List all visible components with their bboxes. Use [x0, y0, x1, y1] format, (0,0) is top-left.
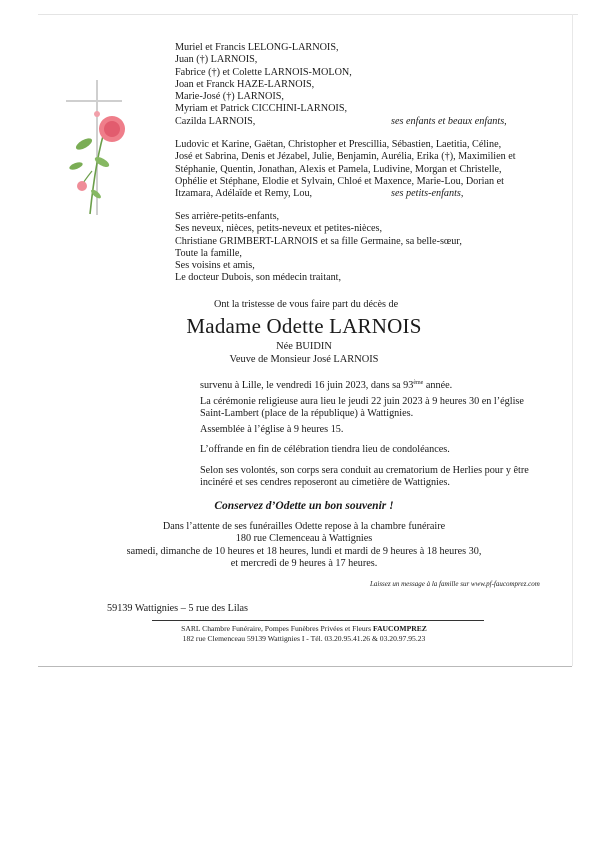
wishes-info	[200, 465, 529, 490]
grandchildren-line: Itzamara, Adélaïde et Remy, Lou,	[175, 188, 313, 200]
flower-bud	[77, 181, 87, 191]
page-border-bottom	[38, 666, 572, 667]
viewing-line: et mercredi de 9 heures à 17 heures.	[230, 557, 378, 569]
viewing-line: 180 rue Clemenceau à Wattignies	[235, 533, 373, 545]
viewing-line: Dans l’attente de ses funérailles Odette repose à la chambre funéraire	[162, 521, 446, 532]
extended-family-list	[175, 211, 462, 285]
viewing-info	[0, 521, 608, 570]
flower-bud	[94, 111, 100, 117]
family-line: Muriel et Francis LELONG-LARNOIS,	[175, 42, 339, 53]
death-notice	[200, 377, 452, 392]
extended-line: Ses arrière-petits-enfants,	[175, 211, 280, 222]
extended-line: Toute la famille,	[175, 247, 242, 259]
wishes-line: incinéré et ses cendres reposeront au cimetière de Wattignies.	[200, 477, 450, 489]
grandchildren-line: José et Sabrina, Denis et Jézabel, Julie, Benjamin, Aurélia, Erika (†), Maximilien et	[175, 151, 516, 163]
assembly-info: Assemblée à l’église à 9 heures 15.	[200, 424, 344, 435]
grandchildren-line: Stéphanie, Quentin, Jonathan, Alexis et Pamela, Ludivine, Morgan et Christelle,	[175, 163, 502, 175]
cross-flower-illustration	[66, 66, 136, 226]
viewing-line: samedi, dimanche de 10 heures et 18 heures, lundi et mardi de 9 heures à 18 heures 30,	[126, 545, 482, 557]
ceremony-line: Saint-Lambert (place de la république) à Wattignies.	[200, 408, 414, 420]
deceased-name: Madame Odette LARNOIS	[186, 314, 422, 338]
extended-line: Ses voisins et amis,	[175, 260, 255, 272]
grandchildren-label: ses petits-enfants,	[391, 188, 464, 199]
family-address: 59139 Wattignies – 5 rue des Lilas	[107, 603, 249, 614]
widow-of: Veuve de Monsieur José LARNOIS	[229, 354, 379, 365]
page-border-top	[38, 14, 578, 15]
children-label: ses enfants et beaux enfants,	[391, 116, 507, 127]
message-link[interactable]: Laissez un message à la famille sur www.pf-faucomprez.com	[370, 580, 540, 588]
extended-line: Le docteur Dubois, son médecin traitant,	[175, 272, 342, 284]
ceremony-line: La cérémonie religieuse aura lieu le jeudi 22 juin 2023 à 9 heures 30 en l’église	[200, 396, 524, 407]
death-sup: ème	[413, 380, 424, 386]
leaf	[68, 161, 83, 171]
flower-bloom-inner	[104, 121, 120, 137]
family-list	[175, 42, 352, 128]
family-line: Fabrice (†) et Colette LARNOIS-MOLON,	[175, 66, 352, 78]
family-line: Joan et Franck HAZE-LARNOIS,	[175, 78, 315, 90]
grandchildren-list	[175, 139, 516, 200]
offering-info: L’offrande en fin de célébration tiendra lieu de condoléances.	[200, 444, 450, 455]
extended-line: Christiane GRIMBERT-LARNOIS et sa fille Germaine, sa belle-sœur,	[175, 235, 462, 247]
funeral-home-prefix: SARL Chambre Funéraire, Pompes Funèbres Privées et Fleurs	[181, 624, 373, 633]
leaf	[74, 136, 94, 152]
footer-divider	[152, 620, 484, 621]
death-text-end: année.	[423, 380, 453, 391]
funeral-home-contact: 182 rue Clemenceau 59139 Wattignies I - Tél. 03.20.95.41.26 & 03.20.97.95.23	[182, 634, 426, 643]
cross-horizontal	[66, 100, 122, 102]
death-text: survenu à Lille, le vendredi 16 juin 2023, dans sa 93	[200, 380, 414, 391]
funeral-home-brand: FAUCOMPREZ	[373, 624, 427, 633]
ceremony-info	[200, 396, 524, 421]
family-line: Juan (†) LARNOIS,	[175, 54, 258, 66]
family-line: Cazilda LARNOIS,	[175, 115, 256, 127]
maiden-name: Née BUIDIN	[276, 341, 332, 352]
extended-line: Ses neveux, nièces, petits-neveux et petites-nièces,	[175, 223, 383, 235]
grandchildren-line: Ophélie et Stéphane, Elodie et Sylvain, Chloé et Maxence, Marie-Lou, Dorian et	[175, 175, 505, 187]
family-line: Myriam et Patrick CICCHINI-LARNOIS,	[175, 103, 348, 115]
funeral-home-name	[0, 624, 608, 633]
wishes-line: Selon ses volontés, son corps sera conduit au crematorium de Herlies pour y être	[200, 465, 529, 476]
family-line: Marie-José (†) LARNOIS,	[175, 91, 284, 103]
souvenir-line: Conservez d’Odette un bon souvenir !	[214, 500, 394, 512]
grandchildren-line: Ludovic et Karine, Gaëtan, Christopher et Prescillia, Sébastien, Laetitia, Céline,	[175, 139, 502, 150]
announcement: Ont la tristesse de vous faire part du décès de	[214, 299, 399, 310]
